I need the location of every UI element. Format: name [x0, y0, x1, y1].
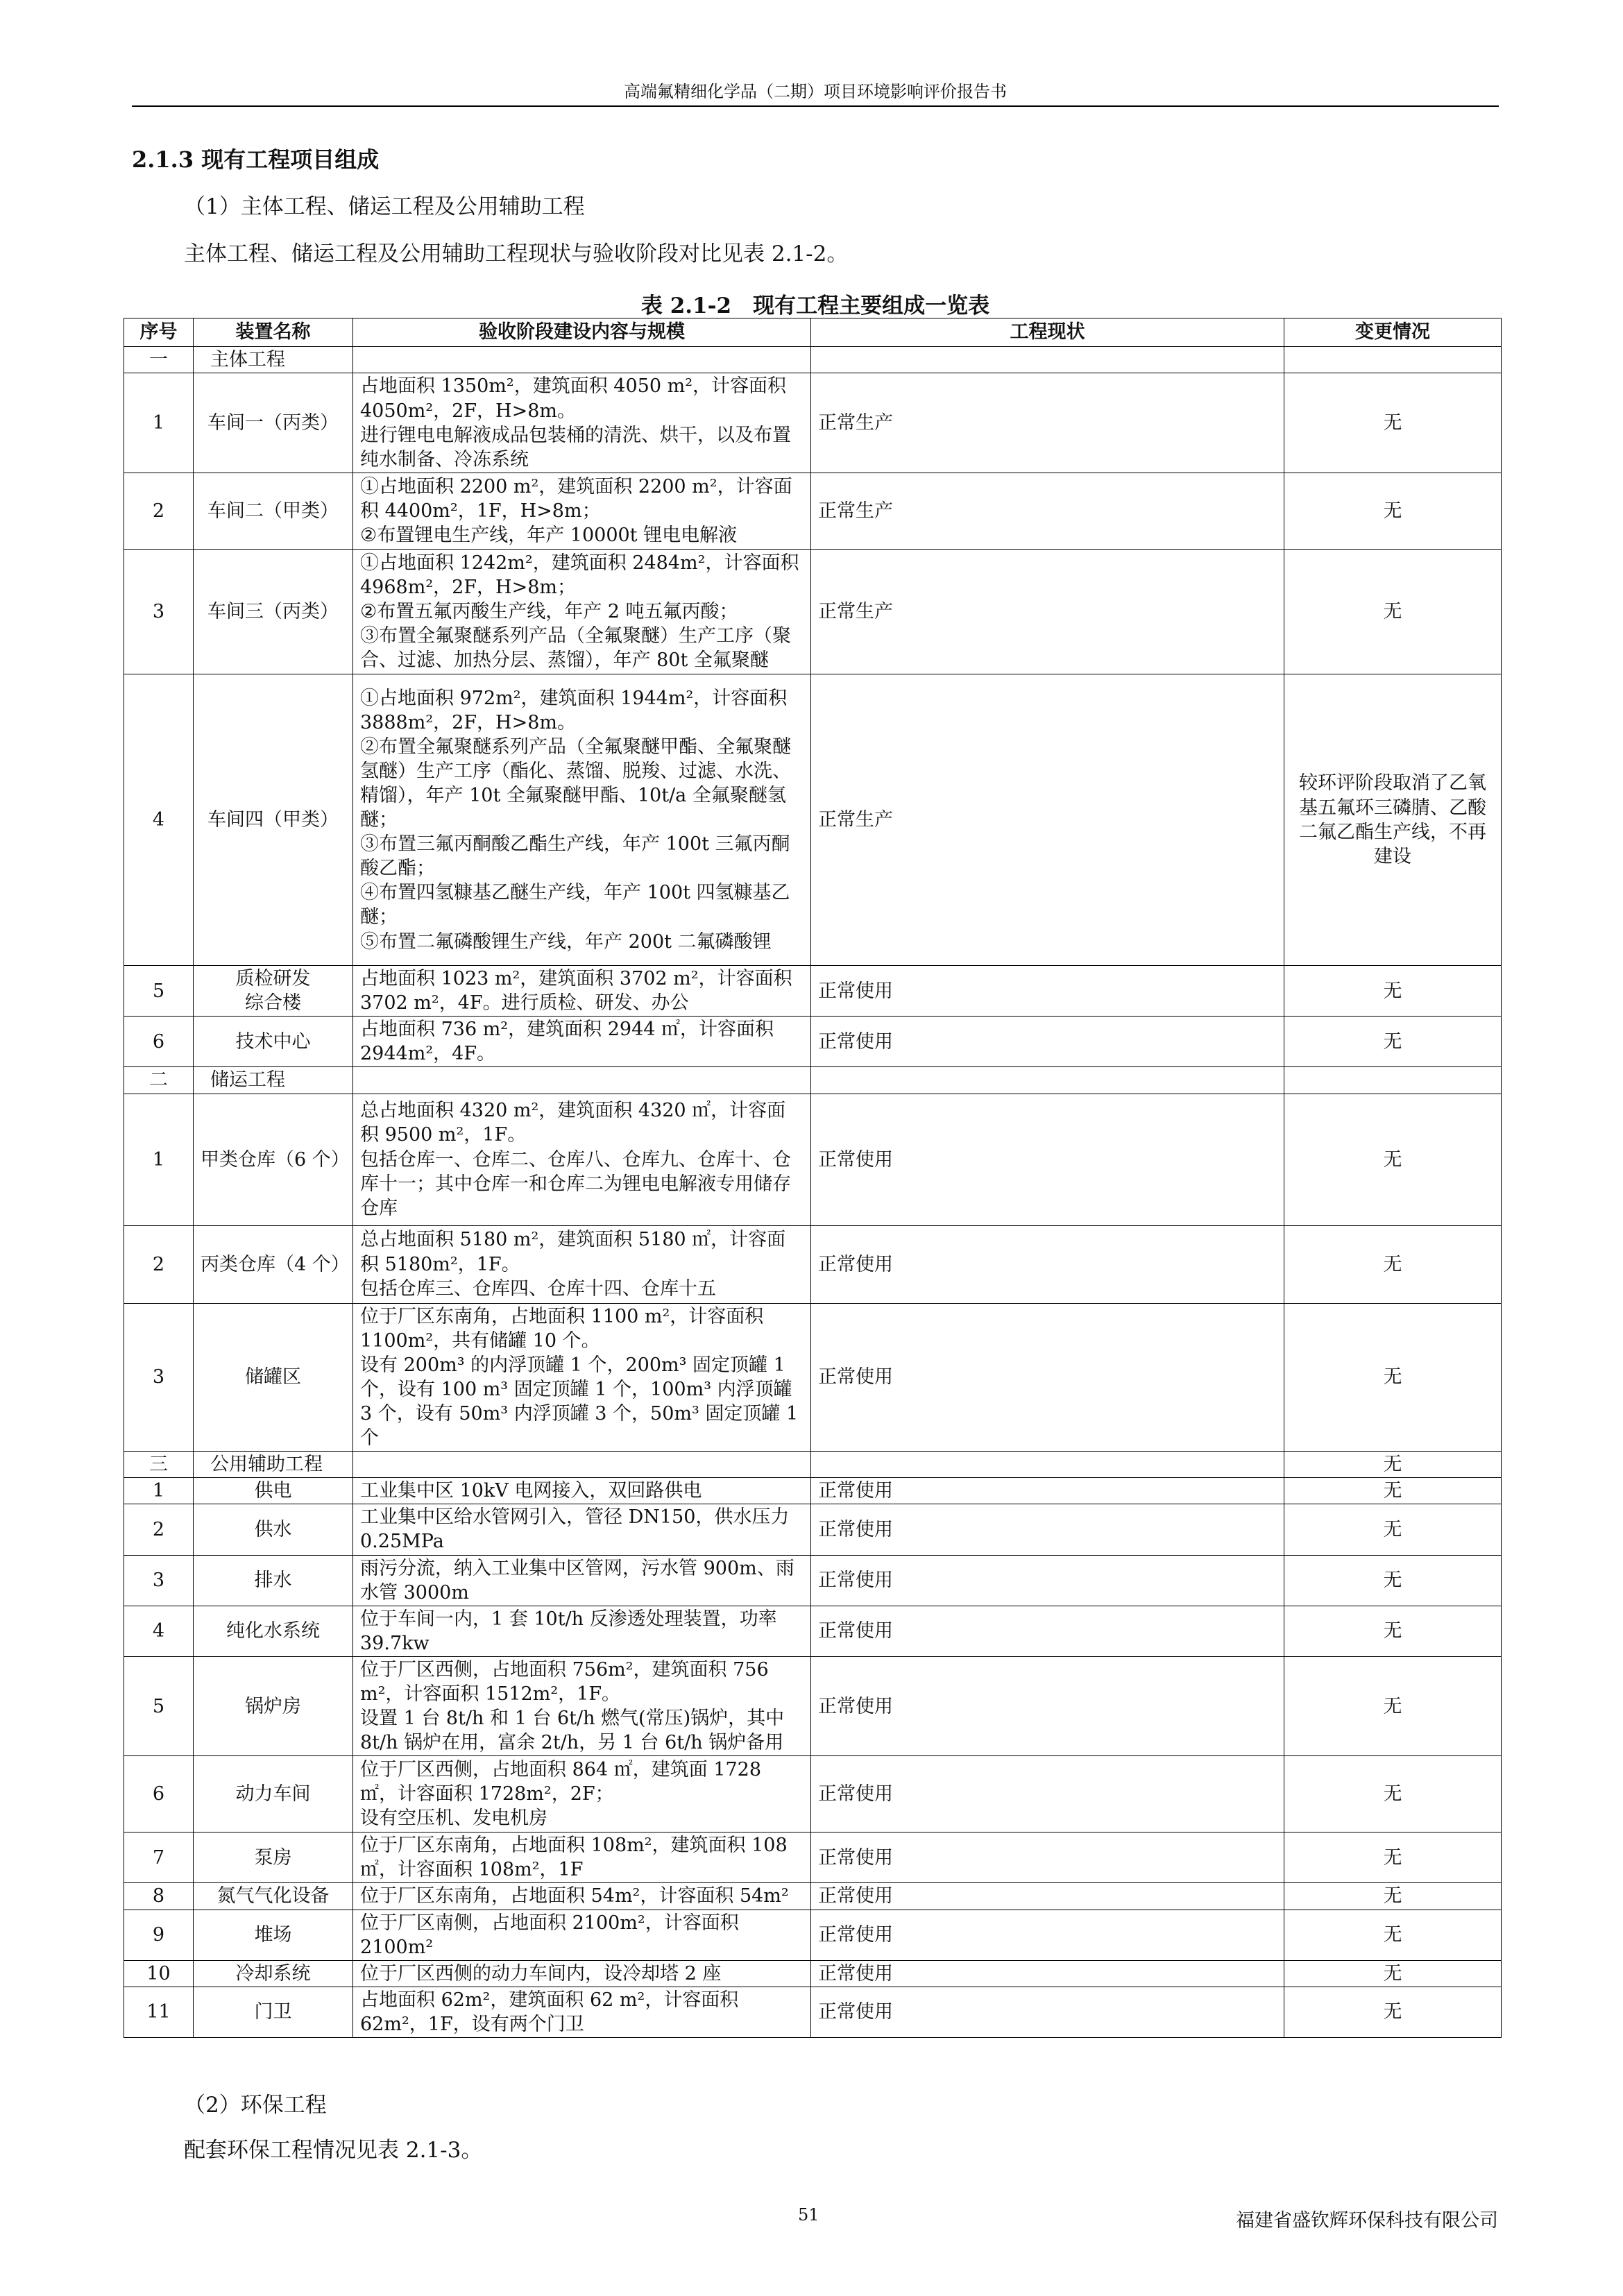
- facility-name: 供电: [194, 1478, 353, 1504]
- table-group-row: [124, 1067, 1502, 1094]
- row-number: 4: [124, 674, 194, 966]
- table-header-row: [124, 318, 1502, 347]
- table-caption: 表 2.1-2 现有工程主要组成一览表: [640, 294, 990, 318]
- row-number: 5: [124, 1656, 194, 1755]
- table-row: [124, 1225, 1502, 1303]
- change-cell: 无: [1284, 1303, 1502, 1452]
- facility-name: 门卫: [194, 1987, 353, 2037]
- group-name: 主体工程: [194, 347, 353, 373]
- table-row: [124, 1656, 1502, 1755]
- table-row: [124, 1017, 1502, 1067]
- table-group-row: [124, 347, 1502, 373]
- facility-name: 供水: [194, 1504, 353, 1555]
- current-status: 正常使用: [811, 1555, 1284, 1606]
- acceptance-content: 位于车间一内，1 套 10t/h 反渗透处理装置，功率 39.7kw: [353, 1606, 811, 1656]
- current-status: 正常使用: [811, 1606, 1284, 1656]
- change-cell: [1284, 347, 1502, 373]
- current-status: 正常使用: [811, 1094, 1284, 1225]
- change-cell: 较环评阶段取消了乙氧基五氟环三磷腈、乙酸二氟乙酯生产线，不再建设: [1284, 674, 1502, 966]
- row-number: 4: [124, 1606, 194, 1656]
- acceptance-content: 工业集中区 10kV 电网接入，双回路供电: [353, 1478, 811, 1504]
- acceptance-content: 占地面积 1350m²，建筑面积 4050 m²，计容面积 4050m²，2F，H>8m。 进行锂电电解液成品包装桶的清洗、烘干，以及布置纯水制备、冷冻系统: [353, 373, 811, 473]
- current-status: 正常生产: [811, 550, 1284, 674]
- table-group-row: [124, 1452, 1502, 1478]
- change-cell: 无: [1284, 1478, 1502, 1504]
- row-number: 2: [124, 473, 194, 550]
- table-row: [124, 1910, 1502, 1960]
- change-cell: 无: [1284, 1606, 1502, 1656]
- change-cell: 无: [1284, 550, 1502, 674]
- current-status: 正常使用: [811, 1756, 1284, 1832]
- row-number: 2: [124, 1225, 194, 1303]
- row-number: 8: [124, 1883, 194, 1910]
- empty-cell: [811, 1452, 1284, 1478]
- current-status: 正常使用: [811, 1656, 1284, 1755]
- row-number: 5: [124, 966, 194, 1017]
- empty-cell: [353, 347, 811, 373]
- project-composition-table: [124, 318, 1502, 2038]
- change-cell: 无: [1284, 1094, 1502, 1225]
- acceptance-content: 占地面积 1023 m²，建筑面积 3702 m²，计容面积 3702 m²，4F。进行质检、研发、办公: [353, 966, 811, 1017]
- row-number: 1: [124, 373, 194, 473]
- change-cell: 无: [1284, 966, 1502, 1017]
- change-cell: 无: [1284, 1910, 1502, 1960]
- row-number: 2: [124, 1504, 194, 1555]
- current-status: 正常使用: [811, 1225, 1284, 1303]
- change-cell: 无: [1284, 1656, 1502, 1755]
- acceptance-content: 占地面积 736 m²，建筑面积 2944 ㎡，计容面积 2944m²，4F。: [353, 1017, 811, 1067]
- facility-name: 泵房: [194, 1832, 353, 1883]
- facility-name: 氮气气化设备: [194, 1883, 353, 1910]
- acceptance-content: 总占地面积 4320 m²，建筑面积 4320 ㎡，计容面积 9500 m²，1F。 包括仓库一、仓库二、仓库八、仓库九、仓库十、仓库十一；其中仓库一和仓库二为锂电电解液专用储存仓库: [353, 1094, 811, 1225]
- facility-name: 车间一（丙类）: [194, 373, 353, 473]
- empty-cell: [353, 1067, 811, 1094]
- facility-name: 储罐区: [194, 1303, 353, 1452]
- change-cell: 无: [1284, 473, 1502, 550]
- acceptance-content: 位于厂区西侧，占地面积 864 ㎡，建筑面 1728 ㎡，计容面积 1728m²，2F； 设有空压机、发电机房: [353, 1756, 811, 1832]
- facility-name: 甲类仓库（6 个）: [194, 1094, 353, 1225]
- table-row: [124, 1756, 1502, 1832]
- current-status: 正常使用: [811, 1883, 1284, 1910]
- facility-name: 车间二（甲类）: [194, 473, 353, 550]
- table-row: [124, 1478, 1502, 1504]
- group-name: 公用辅助工程: [194, 1452, 353, 1478]
- table-row: [124, 1832, 1502, 1883]
- facility-name: 车间三（丙类）: [194, 550, 353, 674]
- change-cell: 无: [1284, 1017, 1502, 1067]
- change-cell: 无: [1284, 1756, 1502, 1832]
- table-body: [124, 347, 1502, 2038]
- acceptance-content: 工业集中区给水管网引入，管径 DN150，供水压力 0.25MPa: [353, 1504, 811, 1555]
- current-status: 正常使用: [811, 966, 1284, 1017]
- row-number: 1: [124, 1094, 194, 1225]
- table-row: [124, 1960, 1502, 1987]
- current-status: 正常使用: [811, 1478, 1284, 1504]
- subsection-heading-2: （2）环保工程: [184, 2093, 327, 2118]
- facility-name: 纯化水系统: [194, 1606, 353, 1656]
- header-content: 验收阶段建设内容与规模: [353, 318, 811, 347]
- current-status: 正常生产: [811, 674, 1284, 966]
- current-status: 正常生产: [811, 473, 1284, 550]
- facility-name: 丙类仓库（4 个）: [194, 1225, 353, 1303]
- acceptance-content: 位于厂区南侧，占地面积 2100m²，计容面积 2100m²: [353, 1910, 811, 1960]
- empty-cell: [353, 1452, 811, 1478]
- facility-name: 车间四（甲类）: [194, 674, 353, 966]
- header-no: 序号: [124, 318, 194, 347]
- table-row: [124, 674, 1502, 966]
- table-row: [124, 373, 1502, 473]
- change-cell: 无: [1284, 1987, 1502, 2037]
- row-number: 三: [124, 1452, 194, 1478]
- header-change: 变更情况: [1284, 318, 1502, 347]
- change-cell: 无: [1284, 1883, 1502, 1910]
- current-status: 正常使用: [811, 1960, 1284, 1987]
- change-cell: 无: [1284, 1960, 1502, 1987]
- header-status: 工程现状: [811, 318, 1284, 347]
- row-number: 10: [124, 1960, 194, 1987]
- facility-name: 锅炉房: [194, 1656, 353, 1755]
- change-cell: 无: [1284, 1225, 1502, 1303]
- acceptance-content: ①占地面积 2200 m²，建筑面积 2200 m²，计容面积 4400m²，1F，H>8m； ②布置锂电生产线，年产 10000t 锂电电解液: [353, 473, 811, 550]
- acceptance-content: 雨污分流，纳入工业集中区管网，污水管 900m、雨水管 3000m: [353, 1555, 811, 1606]
- change-cell: 无: [1284, 373, 1502, 473]
- table-row: [124, 1555, 1502, 1606]
- row-number: 6: [124, 1017, 194, 1067]
- table-row: [124, 1094, 1502, 1225]
- subsection-heading: （1）主体工程、储运工程及公用辅助工程: [184, 194, 585, 219]
- acceptance-content: 位于厂区西侧的动力车间内，设冷却塔 2 座: [353, 1960, 811, 1987]
- table-row: [124, 473, 1502, 550]
- table-row: [124, 1303, 1502, 1452]
- table-row: [124, 1883, 1502, 1910]
- row-number: 7: [124, 1832, 194, 1883]
- table-row: [124, 550, 1502, 674]
- section-title: 2.1.3 现有工程项目组成: [132, 146, 380, 173]
- current-status: 正常使用: [811, 1987, 1284, 2037]
- table-row: [124, 1606, 1502, 1656]
- facility-name: 冷却系统: [194, 1960, 353, 1987]
- facility-name: 排水: [194, 1555, 353, 1606]
- change-cell: [1284, 1067, 1502, 1094]
- intro-paragraph: 主体工程、储运工程及公用辅助工程现状与验收阶段对比见表 2.1-2。: [184, 241, 849, 266]
- facility-name: 质检研发 综合楼: [194, 966, 353, 1017]
- change-cell: 无: [1284, 1504, 1502, 1555]
- row-number: 二: [124, 1067, 194, 1094]
- row-number: 3: [124, 1303, 194, 1452]
- row-number: 1: [124, 1478, 194, 1504]
- change-cell: 无: [1284, 1452, 1502, 1478]
- row-number: 11: [124, 1987, 194, 2037]
- row-number: 3: [124, 1555, 194, 1606]
- change-cell: 无: [1284, 1832, 1502, 1883]
- group-name: 储运工程: [194, 1067, 353, 1094]
- acceptance-content: 位于厂区东南角，占地面积 1100 m²，计容面积 1100m²，共有储罐 10 个。 设有 200m³ 的内浮顶罐 1 个，200m³ 固定顶罐 1 个，设有 100 m³ 固定顶罐 1 个，100m³ 内浮顶罐 3 个，设有 50m³ 内浮顶罐 3 个，50m³ 固定顶罐 1 个: [353, 1303, 811, 1452]
- acceptance-content: 位于厂区西侧，占地面积 756m²，建筑面积 756 m²，计容面积 1512m²，1F。 设置 1 台 8t/h 和 1 台 6t/h 燃气(常压)锅炉，其中 8t/h 锅炉在用，富余 2t/h，另 1 台 6t/h 锅炉备用: [353, 1656, 811, 1755]
- row-number: 一: [124, 347, 194, 373]
- current-status: 正常使用: [811, 1017, 1284, 1067]
- header-name: 装置名称: [194, 318, 353, 347]
- current-status: 正常使用: [811, 1910, 1284, 1960]
- row-number: 3: [124, 550, 194, 674]
- table-row: [124, 1987, 1502, 2037]
- acceptance-content: 总占地面积 5180 m²，建筑面积 5180 ㎡，计容面积 5180m²，1F。 包括仓库三、仓库四、仓库十四、仓库十五: [353, 1225, 811, 1303]
- current-status: 正常使用: [811, 1504, 1284, 1555]
- table-row: [124, 966, 1502, 1017]
- intro-paragraph-2: 配套环保工程情况见表 2.1-3。: [184, 2138, 483, 2163]
- table-row: [124, 1504, 1502, 1555]
- company-name: 福建省盛钦辉环保科技有限公司: [1236, 2210, 1498, 2231]
- current-status: 正常使用: [811, 1832, 1284, 1883]
- page-number: 51: [798, 2205, 819, 2225]
- current-status: 正常生产: [811, 373, 1284, 473]
- acceptance-content: 位于厂区东南角，占地面积 108m²，建筑面积 108 ㎡，计容面积 108m²，1F: [353, 1832, 811, 1883]
- facility-name: 动力车间: [194, 1756, 353, 1832]
- empty-cell: [811, 347, 1284, 373]
- empty-cell: [811, 1067, 1284, 1094]
- header-divider: [132, 105, 1499, 107]
- facility-name: 堆场: [194, 1910, 353, 1960]
- facility-name: 技术中心: [194, 1017, 353, 1067]
- acceptance-content: ①占地面积 1242m²，建筑面积 2484m²，计容面积 4968m²，2F，H>8m； ②布置五氟丙酸生产线，年产 2 吨五氟丙酸； ③布置全氟聚醚系列产品（全氟聚醚）生产工序（聚合、过滤、加热分层、蒸馏），年产 80t 全氟聚醚: [353, 550, 811, 674]
- page-header: 高端氟精细化学品（二期）项目环境影响评价报告书: [624, 82, 1007, 101]
- acceptance-content: ①占地面积 972m²，建筑面积 1944m²，计容面积 3888m²，2F，H>8m。 ②布置全氟聚醚系列产品（全氟聚醚甲酯、全氟聚醚氢醚）生产工序（酯化、蒸馏、脱羧、过滤、水洗、精馏），年产 10t 全氟聚醚甲酯、10t/a 全氟聚醚氢醚； ③布置三氟丙酮酸乙酯生产线，年产 100t 三氟丙酮酸乙酯； ④布置四氢糠基乙醚生产线，年产 100t 四氢糠基乙醚； ⑤布置二氟磷酸锂生产线，年产 200t 二氟磷酸锂: [353, 674, 811, 966]
- change-cell: 无: [1284, 1555, 1502, 1606]
- acceptance-content: 占地面积 62m²，建筑面积 62 m²，计容面积 62m²，1F，设有两个门卫: [353, 1987, 811, 2037]
- row-number: 9: [124, 1910, 194, 1960]
- row-number: 6: [124, 1756, 194, 1832]
- current-status: 正常使用: [811, 1303, 1284, 1452]
- acceptance-content: 位于厂区东南角，占地面积 54m²，计容面积 54m²: [353, 1883, 811, 1910]
